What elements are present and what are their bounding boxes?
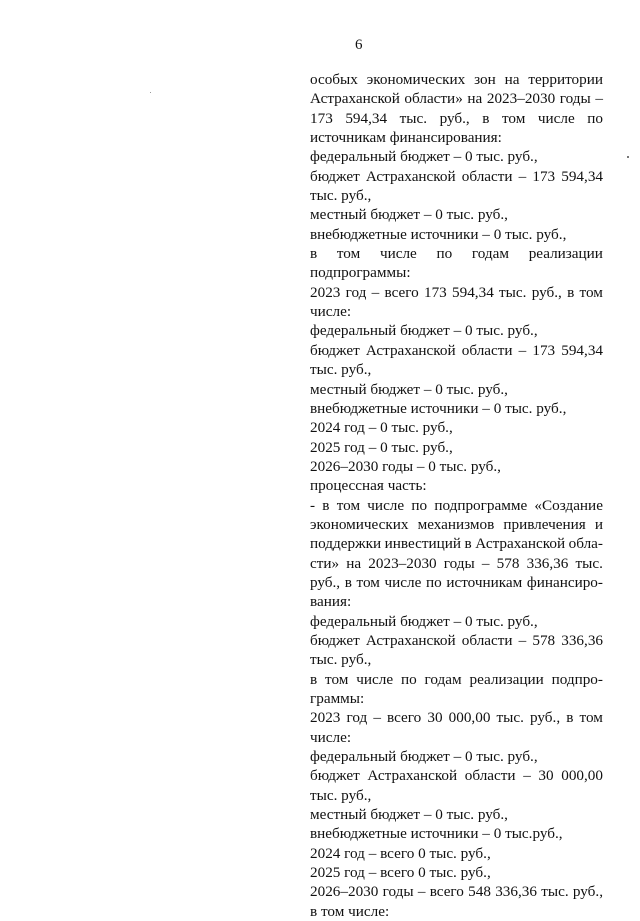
text-line [310,515,603,534]
text-line: внебюджетные источники – 0 тыс. руб., [310,399,567,417]
text-line: тыс. руб., [310,361,372,379]
text-line: 2026–2030 годы – 0 тыс. руб., [310,457,501,475]
text-word: 2023 [310,283,341,301]
text-word: обла- [568,535,603,553]
text-word: Астраханской [367,767,458,785]
text-word: экономических [310,515,409,533]
text-word: руб., [530,709,561,727]
text-word: экономических [366,71,466,88]
text-word: 173 [423,283,447,301]
text-line: местный бюджет – 0 тыс. руб., [310,806,508,824]
text-word: поддержки [310,535,382,553]
text-word: сти» [310,554,340,572]
text-word: 336,36 [526,554,569,572]
text-word: годы [443,554,475,572]
text-word: по [425,573,442,591]
text-line: подпрограммы: [310,264,411,282]
text-word: бюджет [310,167,360,185]
text-line [310,341,603,360]
text-line: внебюджетные источники – 0 тыс. руб., [310,225,567,243]
text-line: в том числе: [310,902,390,920]
text-word: 594,34 [345,109,388,127]
text-word: зон [474,71,496,88]
text-word: всего [384,283,419,301]
text-word: - [310,496,316,514]
text-word: 173 [310,109,333,127]
text-word: бюджет [310,341,360,359]
text-word: руб., [310,573,341,591]
text-word: Астраханской [365,167,456,185]
text-word: год [345,283,367,301]
text-line: числе: [310,728,352,746]
text-word: числе [356,670,394,688]
speck-mark-small [150,92,151,93]
text-line: местный бюджет – 0 тыс. руб., [310,206,508,224]
text-word: 336,36 [495,883,537,901]
text-word: 30 [427,709,443,727]
text-word: том [579,283,603,301]
text-word: – [523,767,531,785]
text-word: – [595,90,603,108]
text-word: 548 [468,883,491,901]
text-word: в [482,109,490,127]
text-word: Астраханской [365,341,456,359]
text-word: механизмов [417,515,495,533]
text-word: по [400,670,417,688]
text-word: – [371,283,380,301]
text-word: бюджет [310,631,360,649]
text-line: граммы: [310,690,365,707]
text-word: 173 [532,341,556,359]
text-word: 173 [532,167,556,185]
text-line: тыс. руб., [310,187,372,205]
text-word: руб., [531,283,562,301]
text-word: – [518,167,527,185]
text-word: финансиро- [526,573,603,591]
text-word: 2023–2030 [486,90,556,108]
text-word: в [344,573,352,591]
text-word: том [501,109,526,127]
text-word: 2026–2030 [310,883,379,901]
text-word: тыс. [575,554,603,572]
text-word: числе [379,245,417,263]
text-word: годы [559,90,591,108]
text-word: тыс. [496,709,524,727]
text-line: федеральный бюджет – 0 тыс. руб., [310,612,538,630]
text-word: особых [310,71,358,88]
text-line: источникам финансирования: [310,129,502,147]
text-word: 336,36 [561,631,603,649]
text-line [310,244,603,263]
text-word: в [567,283,575,301]
text-line [310,70,603,89]
text-word: 594,34 [452,283,494,301]
text-word: подпрограмме [434,496,528,514]
text-word: в [464,535,472,553]
text-word: «Создание [534,496,603,514]
text-word: инвестиций [384,535,461,553]
text-word: всего [387,709,422,727]
text-line [310,109,603,128]
text-line: тыс. руб., [310,786,372,804]
text-line: федеральный бюджет – 0 тыс. руб., [310,748,538,766]
text-word: реализации [469,670,544,688]
text-line [310,89,603,108]
text-word: области [461,341,513,359]
text-word: источникам [446,573,523,591]
text-word: – [518,631,527,649]
document-text-column [310,70,603,921]
text-word: том [325,670,349,688]
text-line: 2024 год – 0 тыс. руб., [310,419,453,437]
text-line [310,670,603,689]
text-word: руб., [439,109,470,127]
text-word: территории [528,71,603,88]
text-word: Астраханской [475,535,566,553]
text-line: внебюджетные источники – 0 тыс.руб., [310,825,563,843]
text-word: на [467,90,483,108]
text-line [310,283,603,302]
text-word: числе [537,109,575,127]
text-word: 000,00 [561,767,603,785]
text-line: 2025 год – 0 тыс. руб., [310,438,453,456]
text-word: в [310,245,318,263]
text-word: – [518,341,527,359]
text-word: том [579,709,603,727]
text-line [310,534,603,553]
text-word: 2023 [310,709,341,727]
text-word: числе [367,496,405,514]
text-word: руб., [572,883,603,901]
text-word: числе [384,573,422,591]
text-line: числе: [310,303,352,321]
text-word: тыс. [399,109,428,127]
text-line: федеральный бюджет – 0 тыс. руб., [310,322,538,340]
text-line: местный бюджет – 0 тыс. руб., [310,380,508,398]
text-line: вания: [310,593,352,611]
text-word: годам [471,245,509,263]
text-line [310,708,603,727]
text-line: процессная часть: [310,477,427,495]
text-word: области [464,767,516,785]
text-line: тыс. руб., [310,651,372,669]
text-word: 594,34 [561,341,603,359]
text-word: по [587,109,603,127]
text-word: подпро- [551,670,603,688]
text-word: в [310,670,318,688]
text-word: – [481,554,490,572]
text-line [310,882,603,901]
text-word: 578 [532,631,556,649]
text-word: тыс. [541,883,569,901]
text-line [310,573,603,592]
text-line [310,496,603,515]
text-word: Астраханской [310,90,400,108]
text-line [310,554,603,573]
text-word: Астраханской [365,631,456,649]
speck-mark [627,156,629,158]
text-word: привлечения [503,515,586,533]
text-word: в [322,496,330,514]
text-word: годы [382,883,414,901]
text-word: 000,00 [448,709,491,727]
text-word: и [594,515,603,533]
text-word: – [373,709,381,727]
text-word: годам [424,670,462,688]
text-word: по [411,496,428,514]
text-word: том [356,573,380,591]
text-line: 2024 год – всего 0 тыс. руб., [310,844,491,862]
text-word: всего [429,883,464,901]
text-word: реализации [528,245,603,263]
text-line: 2025 год – всего 0 тыс. руб., [310,864,491,882]
text-word: тыс. [499,283,527,301]
text-word: бюджет [310,767,360,785]
text-word: в [566,709,574,727]
text-word: – [417,883,426,901]
text-word: на [346,554,362,572]
text-word: 578 [496,554,520,572]
text-line: федеральный бюджет – 0 тыс. руб., [310,148,538,166]
text-word: том [336,245,361,263]
text-line [310,631,603,650]
text-line [310,167,603,186]
text-word: год [346,709,368,727]
text-line [310,766,603,785]
text-word: 30 [538,767,554,785]
text-word: по [436,245,453,263]
text-word: области [461,167,513,185]
text-word: на [504,71,520,88]
page-number: 6 [355,37,363,53]
text-word: том [336,496,361,514]
text-word: области» [404,90,463,108]
text-word: области [461,631,513,649]
text-word: 594,34 [561,167,603,185]
text-word: 2023–2030 [368,554,437,572]
